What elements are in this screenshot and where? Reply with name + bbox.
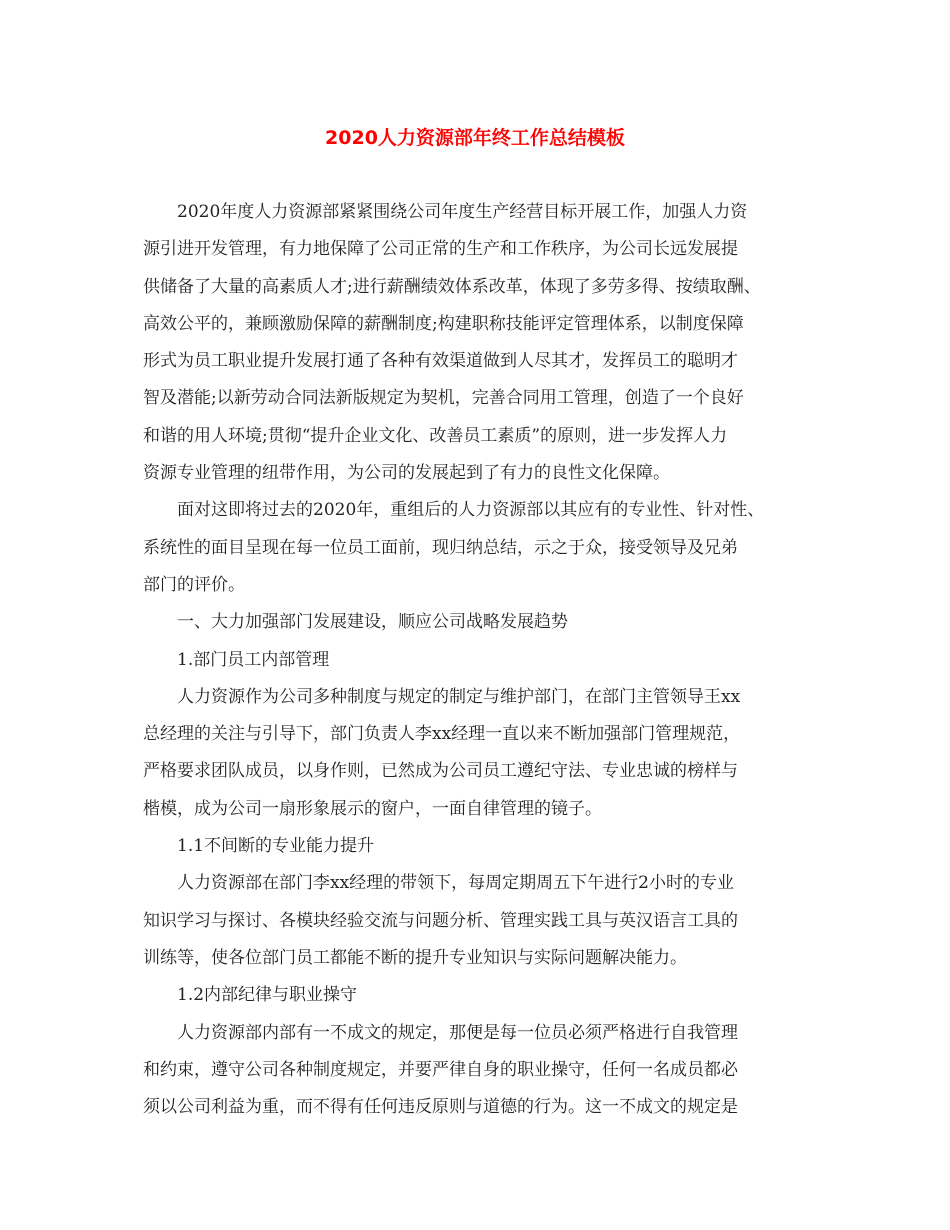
body-line: 和谐的用人环境;贯彻“提升企业文化、改善员工素质”的原则，进一步发挥人力 <box>143 425 728 446</box>
body-line: 知识学习与探讨、各模块经验交流与问题分析、管理实践工具与英汉语言工具的 <box>143 910 738 931</box>
body-line: 训练等，使各位部门员工都能不断的提升专业知识与实际问题解决能力。 <box>143 947 687 968</box>
body-line: 人力资源部内部有一不成文的规定，那便是每一位员必须严格进行自我管理 <box>177 1022 738 1043</box>
document-body <box>143 194 813 1126</box>
body-line: 系统性的面目呈现在每一位员工面前，现归纳总结，示之于众，接受领导及兄弟 <box>143 537 738 558</box>
body-line: 人力资源部在部门李xx经理的带领下，每周定期周五下午进行2小时的专业 <box>177 873 734 894</box>
body-line: 高效公平的，兼顾激励保障的薪酬制度;构建职称技能评定管理体系，以制度保障 <box>143 313 744 334</box>
body-line: 形式为员工职业提升发展打通了各种有效渠道做到人尽其才，发挥员工的聪明才 <box>143 351 738 372</box>
subsection-heading: 1.1不间断的专业能力提升 <box>177 836 375 857</box>
body-line: 严格要求团队成员，以身作则，已然成为公司员工遵纪守法、专业忠诚的榜样与 <box>143 761 738 782</box>
body-line: 面对这即将过去的2020年，重组后的人力资源部以其应有的专业性、针对性、 <box>177 500 765 521</box>
body-line: 源引进开发管理，有力地保障了公司正常的生产和工作秩序，为公司长远发展提 <box>143 239 738 260</box>
body-line: 须以公司利益为重，而不得有任何违反原则与道德的行为。这一不成文的规定是 <box>143 1097 738 1118</box>
body-line: 楷模，成为公司一扇形象展示的窗户，一面自律管理的镜子。 <box>143 798 602 819</box>
body-line: 部门的评价。 <box>143 574 245 595</box>
body-line: 智及潜能;以新劳动合同法新版规定为契机，完善合同用工管理，创造了一个良好 <box>143 388 744 409</box>
body-line: 供储备了大量的高素质人才;进行薪酬绩效体系改革，体现了多劳多得、按绩取酬、 <box>143 276 761 297</box>
subsection-heading: 1.部门员工内部管理 <box>177 649 330 670</box>
document-title: 2020人力资源部年终工作总结模板 <box>325 127 625 149</box>
section-heading: 一、大力加强部门发展建设，顺应公司战略发展趋势 <box>177 612 568 633</box>
body-line: 和约束，遵守公司各种制度规定，并要严律自身的职业操守，任何一名成员都必 <box>143 1059 738 1080</box>
body-line: 2020年度人力资源部紧紧围绕公司年度生产经营目标开展工作，加强人力资 <box>177 202 748 222</box>
body-line: 人力资源作为公司多种制度与规定的制定与维护部门，在部门主管领导王xx <box>177 686 741 707</box>
body-line: 总经理的关注与引导下，部门负责人李xx经理一直以来不断加强部门管理规范， <box>143 724 741 745</box>
subsection-heading: 1.2内部纪律与职业操守 <box>177 985 358 1006</box>
body-line: 资源专业管理的纽带作用，为公司的发展起到了有力的良性文化保障。 <box>143 463 670 484</box>
